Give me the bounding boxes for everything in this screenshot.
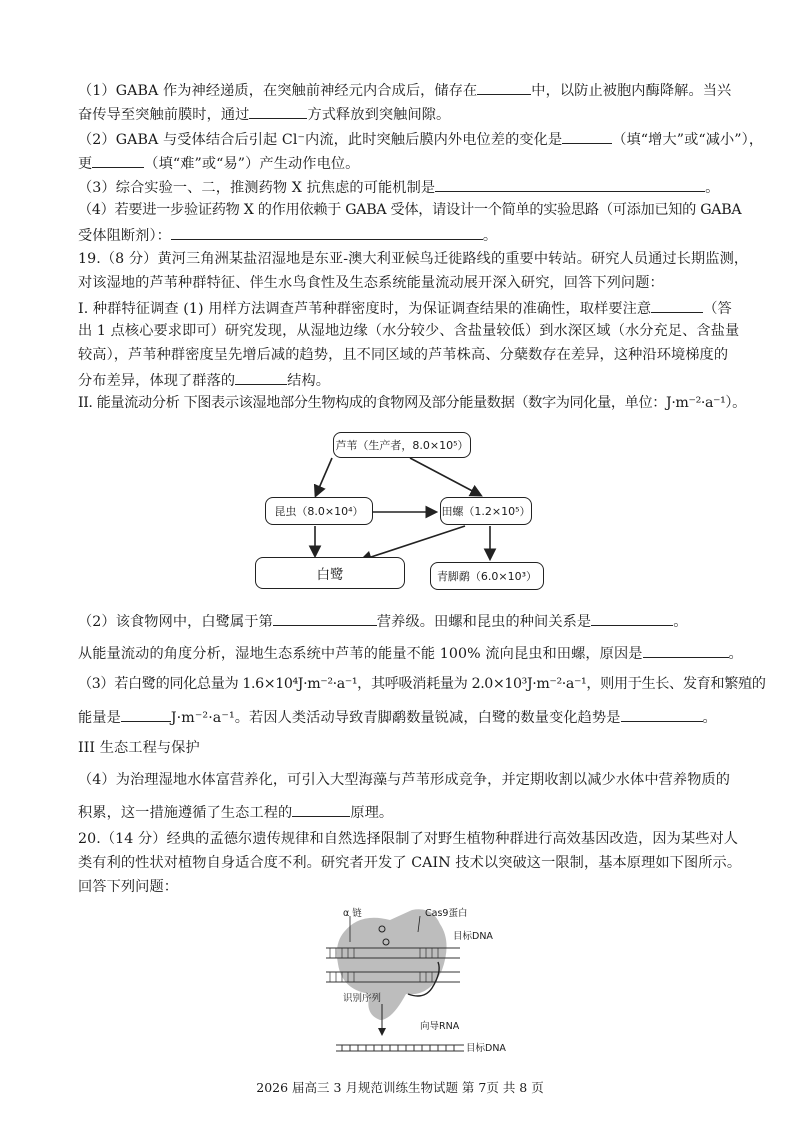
answer-blank[interactable] <box>249 103 307 119</box>
q20-intro-1: 20.（14 分）经典的孟德尔遗传规律和自然选择限制了对野生植物种群进行高效基因改造，因为某些对人 <box>78 831 739 847</box>
page-footer: 2026 届高三 3 月规范训练生物试题 第 7页 共 8 页 <box>256 1080 544 1095</box>
q20-intro-2: 类有利的性状对植物自身适合度不利。研究者开发了 CAIN 技术以突破这一限制，基本原理如下图所示。 <box>78 855 742 871</box>
node-snail: 田螺（1.2×10⁵） <box>440 497 532 525</box>
answer-blank[interactable] <box>292 801 350 817</box>
q19-q3-line-2: 能量是 J·m⁻²·a⁻¹。若因人类活动导致青脚鹬数量锐减，白鹭的数量变化趋势是 。 <box>78 706 728 728</box>
label-recognition-sequence: 识别序列 <box>343 993 382 1004</box>
q18-line-5: （3）综合实验一、二，推测药物 X 抗焦虑的可能机制是 。 <box>78 176 728 198</box>
answer-blank[interactable] <box>171 224 483 240</box>
q19-s1-line-4: 分布差异，体现了群落的 结构。 <box>78 369 728 391</box>
arrow-reed-to-snail <box>410 458 480 495</box>
q18-line-4: 更 （填“难”或“易”）产生动作电位。 <box>78 152 728 174</box>
q19-s1-line-3: 较高），芦苇种群密度呈先增后减的趋势，且不同区域的芦苇株高、分蘖数存在差异，这种沿环境梯度的 <box>78 347 729 363</box>
q20-intro-3: 回答下列问题： <box>78 879 179 895</box>
arrow-snail-to-egret <box>362 526 465 560</box>
q19-q3-line-1: （3）若白鹭的同化总量为 1.6×10⁴J·m⁻²·a⁻¹，其呼吸消耗量为 2.0×10³J·m⁻²·a⁻¹，则用于生长、发育和繁殖的 <box>78 676 766 692</box>
node-egret: 白鹭 <box>255 557 405 589</box>
q19-intro-1: 19.（8 分）黄河三角洲某盐沼湿地是东亚-澳大利亚候鸟迁徙路线的重要中转站。研究人员通过长期监测， <box>78 251 749 267</box>
answer-blank[interactable] <box>591 610 673 626</box>
node-insect: 昆虫（8.0×10⁴） <box>265 497 373 525</box>
answer-blank[interactable] <box>273 610 377 626</box>
q19-intro-2: 对该湿地的芦苇种群特征、伴生水鸟食性及生态系统能量流动展开深入研究，回答下列问题： <box>78 275 664 291</box>
answer-blank[interactable] <box>562 128 612 144</box>
answer-blank[interactable] <box>435 176 705 192</box>
label-cas9-protein: Cas9蛋白 <box>425 908 468 919</box>
q18-line-2: 奋传导至突触前膜时，通过 方式释放到突触间隙。 <box>78 103 728 125</box>
answer-blank[interactable] <box>651 297 703 313</box>
q19-s2-heading: II. 能量流动分析 下图表示该湿地部分生物构成的食物网及部分能量数据（数字为同化量，单位：J·m⁻²·a⁻¹）。 <box>78 395 746 411</box>
answer-blank[interactable] <box>235 369 287 385</box>
q18-line-1: （1）GABA 作为神经递质，在突触前神经元内合成后，储存在 中，以防止被胞内酶降解。当兴 <box>78 79 728 101</box>
node-reed: 芦苇（生产者，8.0×10⁵） <box>333 432 471 458</box>
q18-line-6: （4）若要进一步验证药物 X 的作用依赖于 GABA 受体，请设计一个简单的实验思路（可添加已知的 GABA <box>78 202 742 218</box>
q19-q4-line-1: （4）为治理湿地水体富营养化，可引入大型海藻与芦苇形成竞争，并定期收割以减少水体中营养物质的 <box>78 772 731 788</box>
answer-blank[interactable] <box>121 706 171 722</box>
label-guide-rna: 向导RNA <box>420 1021 460 1032</box>
q19-s3-heading: III 生态工程与保护 <box>78 740 200 756</box>
label-target-dna-2: 目标DNA <box>466 1043 506 1054</box>
label-alpha-chain: α 链 <box>343 908 362 919</box>
q18-line-7: 受体阻断剂）： 。 <box>78 224 728 246</box>
answer-blank[interactable] <box>621 706 703 722</box>
q19-q2-line-1: （2）该食物网中，白鹭属于第 营养级。田螺和昆虫的种间关系是 。 <box>78 610 728 632</box>
q18-line-3: （2）GABA 与受体结合后引起 Cl⁻内流，此时突触后膜内外电位差的变化是 （填“增大”或“减小”）， <box>78 128 728 150</box>
result-dna-strand <box>336 1045 464 1051</box>
arrow-reed-to-insect <box>316 458 332 495</box>
q19-q4-line-2: 积累，这一措施遵循了生态工程的 原理。 <box>78 801 728 823</box>
q19-q2-line-2: 从能量流动的角度分析，湿地生态系统中芦苇的能量不能 100% 流向昆虫和田螺，原因是 。 <box>78 642 728 664</box>
q19-s1-line-2: 出 1 点核心要求即可）研究发现，从湿地边缘（水分较少、含盐量较低）到水深区域（水分充足、含盐量 <box>78 323 740 339</box>
q19-s1-line-1: I. 种群特征调查 (1) 用样方法调查芦苇种群密度时，为保证调查结果的准确性，取样要注意 （答 <box>78 297 728 319</box>
cas9-figure <box>320 902 520 1062</box>
answer-blank[interactable] <box>92 152 144 168</box>
answer-blank[interactable] <box>477 79 531 95</box>
node-frog: 青脚鹬（6.0×10³） <box>430 562 544 590</box>
answer-blank[interactable] <box>643 642 729 658</box>
label-target-dna: 目标DNA <box>453 931 493 942</box>
